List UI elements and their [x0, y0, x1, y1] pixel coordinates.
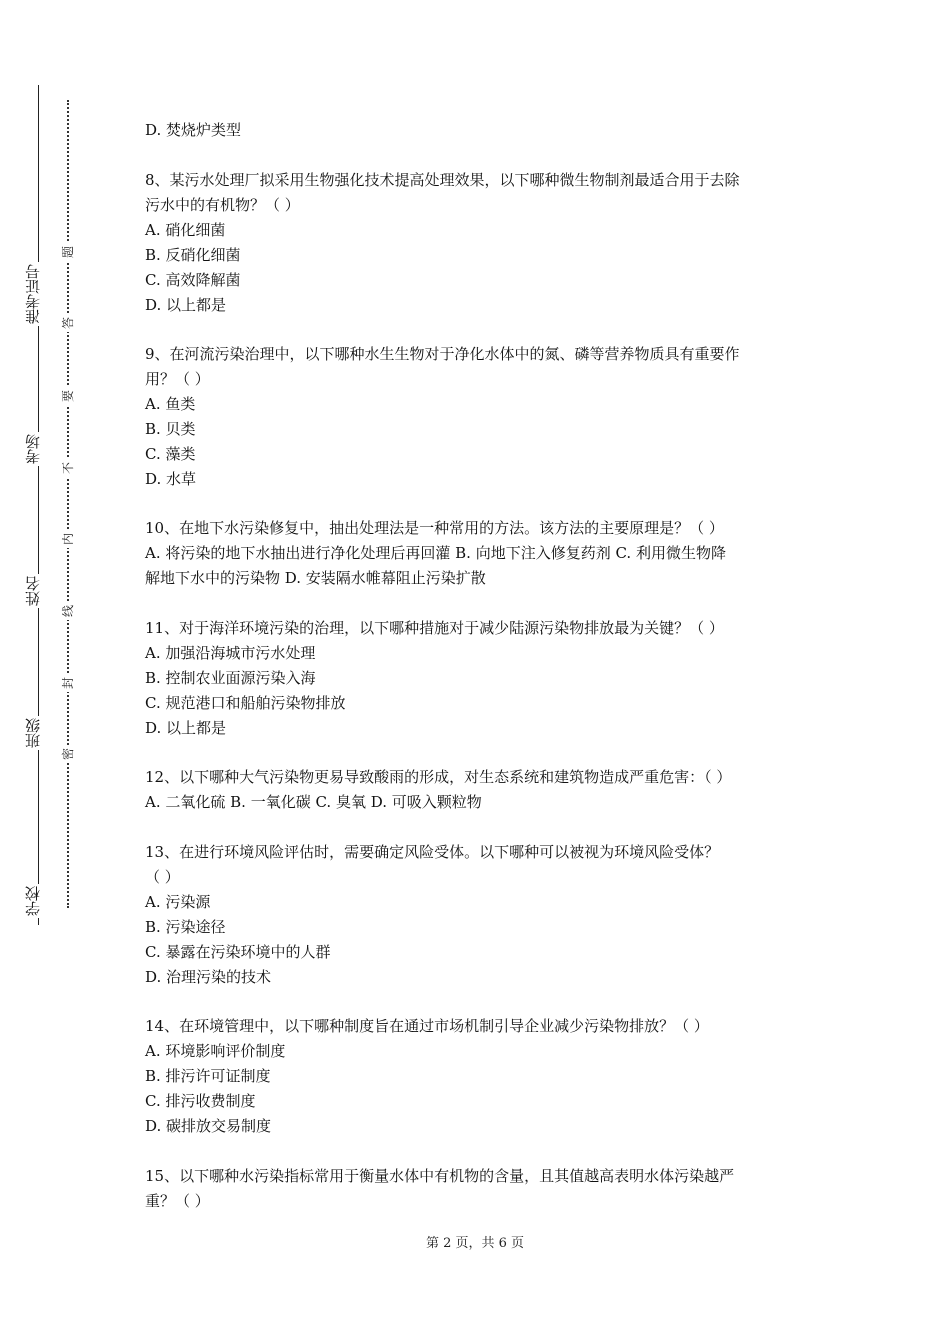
- question-stem: 用？（ ）: [145, 370, 210, 388]
- seal-char: 要: [61, 387, 75, 405]
- question-stem: 9、在河流污染治理中，以下哪种水生生物对于净化水体中的氮、磷等营养物质具有重要作: [145, 345, 740, 363]
- option-line: B. 贝类: [145, 420, 196, 438]
- option-line: D. 以上都是: [145, 719, 227, 737]
- option-line: A. 硝化细菌: [145, 221, 226, 239]
- question-stem: 12、以下哪种大气污染物更易导致酸雨的形成，对生态系统和建筑物造成严重危害：（ ）: [145, 768, 732, 786]
- question-stem: 10、在地下水污染修复中，抽出处理法是一种常用的方法。该方法的主要原理是？（ ）: [145, 519, 724, 537]
- option-line: C. 暴露在污染环境中的人群: [145, 943, 331, 961]
- question-stem: 8、某污水处理厂拟采用生物强化技术提高处理效果，以下哪种微生物制剂最适合用于去除: [145, 171, 740, 189]
- option-line: B. 排污许可证制度: [145, 1067, 271, 1085]
- option-line: D. 焚烧炉类型: [145, 121, 242, 139]
- question-stem: 重？（ ）: [145, 1192, 210, 1210]
- field-name: 姓名: [24, 574, 52, 608]
- option-line: C. 藻类: [145, 445, 196, 463]
- seal-char: 答: [61, 314, 75, 332]
- field-exam-number: 准考证号: [24, 262, 52, 326]
- page-number: 第 2 页，共 6 页: [425, 1236, 525, 1251]
- seal-char: 题: [61, 243, 75, 261]
- option-line: A. 鱼类: [145, 395, 196, 413]
- seal-char: 线: [61, 602, 75, 620]
- seal-char: 不: [61, 459, 75, 477]
- field-school: 学校: [24, 884, 52, 918]
- option-line: D. 水草: [145, 470, 197, 488]
- option-line: B. 控制农业面源污染入海: [145, 669, 316, 687]
- seal-char: 内: [61, 530, 75, 548]
- option-line: A. 污染源: [145, 893, 211, 911]
- option-line: B. 污染途径: [145, 918, 226, 936]
- question-stem: 14、在环境管理中，以下哪种制度旨在通过市场机制引导企业减少污染物排放？（ ）: [145, 1017, 709, 1035]
- option-line: D. 以上都是: [145, 296, 227, 314]
- seal-dotted-line: [67, 100, 69, 908]
- option-line: D. 碳排放交易制度: [145, 1117, 272, 1135]
- seal-char: 密: [61, 745, 75, 763]
- option-line: D. 治理污染的技术: [145, 968, 272, 986]
- option-line: B. 反硝化细菌: [145, 246, 241, 264]
- question-stem: 13、在进行环境风险评估时，需要确定风险受体。以下哪种可以被视为环境风险受体？: [145, 843, 720, 861]
- question-stem: 11、对于海洋环境污染的治理，以下哪种措施对于减少陆源污染物排放最为关键？（ ）: [145, 619, 724, 637]
- option-line: A. 加强沿海城市污水处理: [145, 644, 316, 662]
- option-line: C. 高效降解菌: [145, 271, 241, 289]
- option-line: A. 环境影响评价制度: [145, 1042, 286, 1060]
- option-line: A. 将污染的地下水抽出进行净化处理后再回灌 B. 向地下注入修复药剂 C. 利用微生物降: [145, 544, 726, 562]
- binding-solid-line: [38, 85, 39, 925]
- question-stem: （ ）: [145, 868, 180, 886]
- binding-margin: [0, 0, 100, 1344]
- seal-char: 封: [61, 674, 75, 692]
- option-line: C. 排污收费制度: [145, 1092, 256, 1110]
- field-class: 班级: [24, 716, 52, 750]
- option-line: A. 二氧化硫 B. 一氧化碳 C. 臭氧 D. 可吸入颗粒物: [145, 793, 482, 811]
- question-stem: 污水中的有机物？（ ）: [145, 196, 300, 214]
- option-line: C. 规范港口和船舶污染物排放: [145, 694, 346, 712]
- question-stem: 15、以下哪种水污染指标常用于衡量水体中有机物的含量，且其值越高表明水体污染越严: [145, 1167, 735, 1185]
- option-line: 解地下水中的污染物 D. 安装隔水帷幕阻止污染扩散: [145, 569, 486, 587]
- field-exam-room: 考场: [24, 432, 52, 466]
